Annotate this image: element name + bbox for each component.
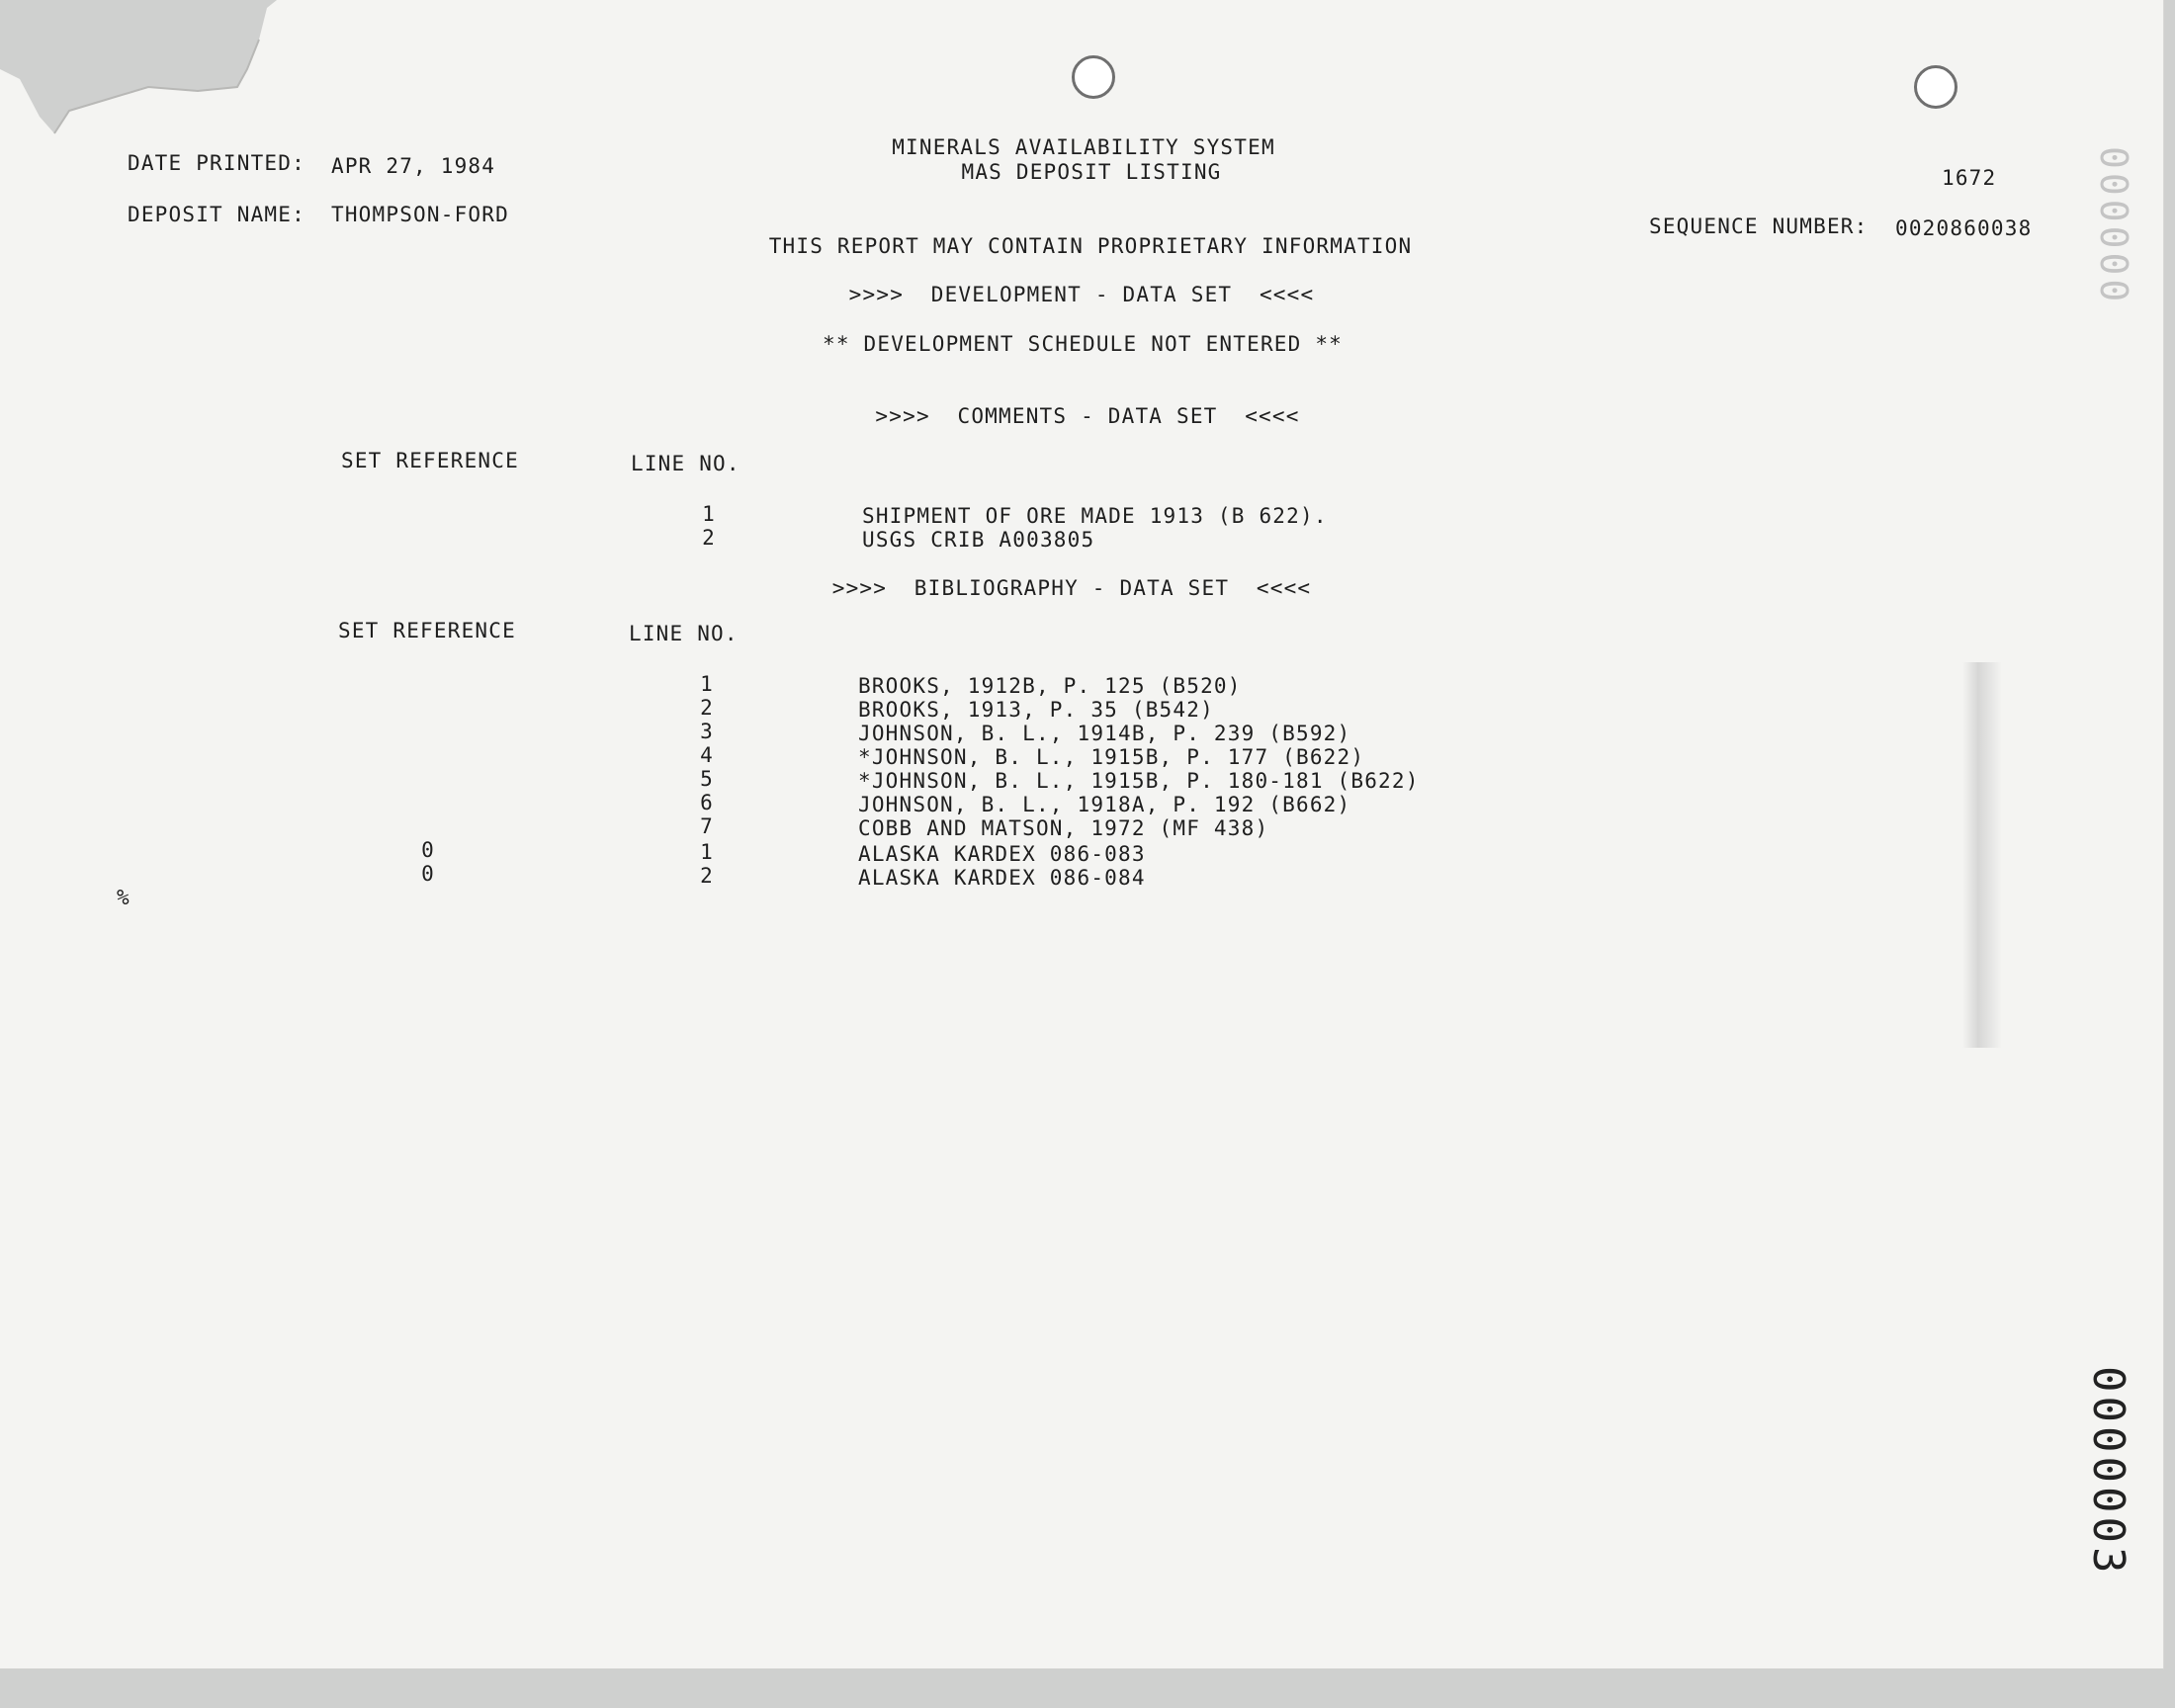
deposit-name-value: THOMPSON-FORD xyxy=(331,203,509,226)
bibliography-text: *JOHNSON, B. L., 1915B, P. 177 (B622) xyxy=(858,745,1365,769)
bibliography-col-set-reference: SET REFERENCE xyxy=(338,619,516,642)
sequence-value: 0020860038 xyxy=(1895,216,2033,240)
system-title: MINERALS AVAILABILITY SYSTEM xyxy=(892,135,1275,159)
scan-smudge xyxy=(1962,662,2002,1048)
deposit-name-label: DEPOSIT NAME: xyxy=(128,203,305,226)
comments-col-set-reference: SET REFERENCE xyxy=(341,449,519,472)
bibliography-line-no: 1 xyxy=(700,840,714,864)
punch-hole-right xyxy=(1914,65,1958,109)
bibliography-line-no: 4 xyxy=(700,743,714,767)
bibliography-line-no: 5 xyxy=(700,767,714,791)
comment-text: SHIPMENT OF ORE MADE 1913 (B 622). xyxy=(862,504,1328,528)
bibliography-heading: >>>> BIBLIOGRAPHY - DATA SET <<<< xyxy=(831,576,1312,600)
bibliography-text: COBB AND MATSON, 1972 (MF 438) xyxy=(858,816,1269,840)
bibliography-text: *JOHNSON, B. L., 1915B, P. 180-181 (B622) xyxy=(858,769,1420,793)
faint-stamp-top-right: 000000 xyxy=(2092,146,2135,306)
bibliography-line-no: 6 xyxy=(700,791,714,814)
date-printed-value: APR 27, 1984 xyxy=(331,154,496,178)
bibliography-col-line-no: LINE NO. xyxy=(629,622,739,645)
comment-text: USGS CRIB A003805 xyxy=(862,528,1095,552)
bibliography-text: BROOKS, 1913, P. 35 (B542) xyxy=(858,698,1214,722)
punch-hole-left xyxy=(1072,55,1115,99)
bibliography-text: ALASKA KARDEX 086-083 xyxy=(858,842,1146,866)
bibliography-line-no: 3 xyxy=(700,720,714,743)
bibliography-text: BROOKS, 1912B, P. 125 (B520) xyxy=(858,674,1242,698)
bibliography-set-reference: 0 xyxy=(421,862,435,886)
sequence-stamp-bottom-right: 0000003 xyxy=(2083,1366,2133,1578)
bibliography-text: ALASKA KARDEX 086-084 xyxy=(858,866,1146,890)
page-number: 1672 xyxy=(1942,166,1997,190)
development-note: ** DEVELOPMENT SCHEDULE NOT ENTERED ** xyxy=(822,332,1344,356)
sequence-label: SEQUENCE NUMBER: xyxy=(1649,214,1869,238)
torn-corner xyxy=(0,0,277,138)
bibliography-line-no: 1 xyxy=(700,672,714,696)
comment-line-no: 2 xyxy=(702,526,716,550)
bibliography-line-no: 2 xyxy=(700,696,714,720)
proprietary-notice: THIS REPORT MAY CONTAIN PROPRIETARY INFORMATION xyxy=(768,234,1413,258)
end-marker: % xyxy=(117,886,130,909)
bibliography-line-no: 2 xyxy=(700,864,714,888)
comments-heading: >>>> COMMENTS - DATA SET <<<< xyxy=(875,404,1300,428)
bibliography-text: JOHNSON, B. L., 1918A, P. 192 (B662) xyxy=(858,793,1351,816)
date-printed-label: DATE PRINTED: xyxy=(128,151,305,175)
bibliography-line-no: 7 xyxy=(700,814,714,838)
comments-col-line-no: LINE NO. xyxy=(631,452,740,475)
listing-title: MAS DEPOSIT LISTING xyxy=(961,160,1222,184)
comment-line-no: 1 xyxy=(702,502,716,526)
bibliography-set-reference: 0 xyxy=(421,838,435,862)
bibliography-text: JOHNSON, B. L., 1914B, P. 239 (B592) xyxy=(858,722,1351,745)
development-heading: >>>> DEVELOPMENT - DATA SET <<<< xyxy=(848,283,1315,306)
